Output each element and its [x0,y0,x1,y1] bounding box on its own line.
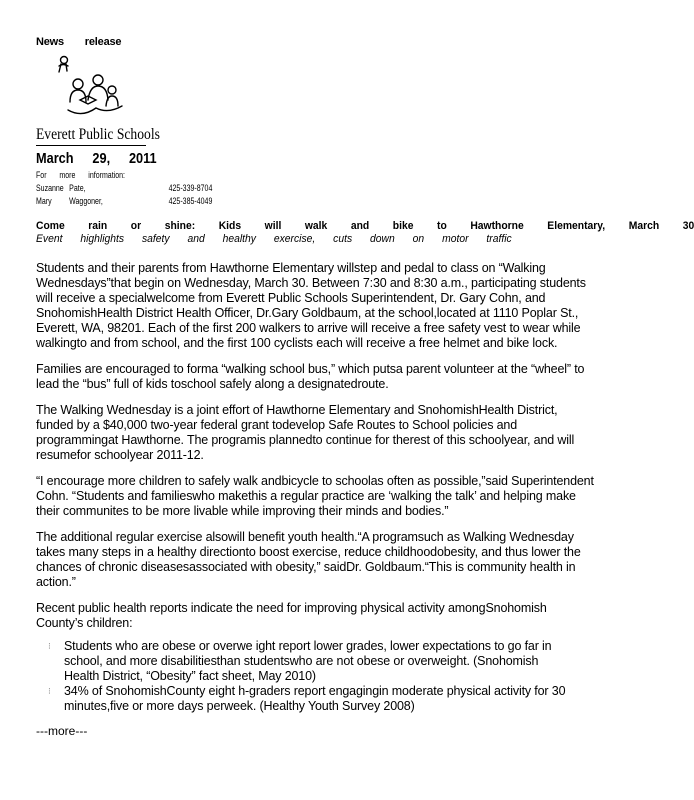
logo-wordmark: Everett Public Schools [36,126,160,143]
contact-for: For [36,170,47,180]
contact-first-name: Suzanne [36,183,64,193]
school-logo [36,54,160,146]
headline: Come rain or shine: Kids will walk and bike to Hawthorne Elementary, March 30 [36,220,694,232]
list-item-text: 34% of SnohomishCounty eight h-graders report engagingin moderate physical activity for 30 minutes,five or more days perweek. (Healthy Youth Survey 2008) [64,684,566,713]
contact-last-name: Pate, [69,183,86,193]
contact-information: information: [88,170,125,180]
contact-phone: 425-385-4049 [168,196,213,206]
contact-last-name: Waggoner, [69,196,103,206]
contact-heading [36,169,473,182]
paragraph-4: “I encourage more children to safely walk andbicycle to schoolas often as possible,”said Superintendent Cohn. “Students and familieswho makethis a regular practice are ‘walking the talk’ and helping make their communites to be more livable while improving their minds and bodies.” [36,474,594,518]
contact-info [36,169,473,208]
contact-row [36,182,473,195]
release-date: March 29, 2011 [36,150,157,167]
news-release-label: News release [36,36,122,48]
paragraph-5: The additional regular exercise alsowill benefit youth health.“A programsuch as Walking Wednesday takes many steps in a healthy directionto boost exercise, reduce childhoodobesity, and thus lower the chances of chronic diseasesassociated with obesity,” saidDr. Goldbaum.“This is community health in action.” [36,530,581,589]
list-item [36,684,576,714]
bullet-icon: ⁝ [48,641,51,651]
paragraph-3: The Walking Wednesday is a joint effort of Hawthorne Elementary and SnohomishHealth District, funded by a $40,000 two-year federal grant todevelop Safe Routes to School policies and programmingat Hawthorne. The programis plannedto continue for therest of this schoolyear, and will resumefor schoolyear 2011-12. [36,403,575,462]
contact-row [36,195,473,208]
contact-phone: 425-339-8704 [168,183,213,193]
paragraph-2: Families are encouraged to forma “walking school bus,” which putsa parent volunteer at the “wheel” to lead the “bus” full of kids toschool safely along a designatedroute. [36,362,585,391]
news-release-page [36,36,694,738]
contact-more: more [59,170,76,180]
paragraph-6: Recent public health reports indicate the need for improving physical activity amongSnohomish County’s children: [36,601,547,630]
bullet-list [36,639,576,714]
paragraph-1: Students and their parents from Hawthorne Elementary willstep and pedal to class on “Walking Wednesdays”that begin on Wednesday, March 30. Between 7:30 and 8:30 a.m., participating students will receive a specialwelcome from Everett Public Schools Superintendent, Dr. Gary Cohn, and SnohomishHealth District Health Officer, Dr.Gary Goldbaum, at the school,located at 1110 Poplar St., Everett, WA, 98201. Each of the first 200 walkers to arrive will receive a free safety vest to wear while walkingto and from school, and the first 100 cyclists each will receive a free helmet and bike lock. [36,261,586,350]
more-indicator: ---more--- [36,724,88,738]
logo-underline [36,145,146,146]
subheadline: Event highlights safety and healthy exercise, cuts down on motor traffic [36,233,512,245]
list-item [36,639,576,684]
bullet-icon: ⁝ [48,686,51,696]
children-reading-logo-icon [56,54,126,124]
contact-first-name: Mary [36,196,52,206]
list-item-text: Students who are obese or overwe ight report lower grades, lower expectations to go far in school, and more disabilitiesthan studentswho are not obese or overweight. (Snohomish Health District, “Obesity” fact sheet, May 2010) [64,639,552,683]
